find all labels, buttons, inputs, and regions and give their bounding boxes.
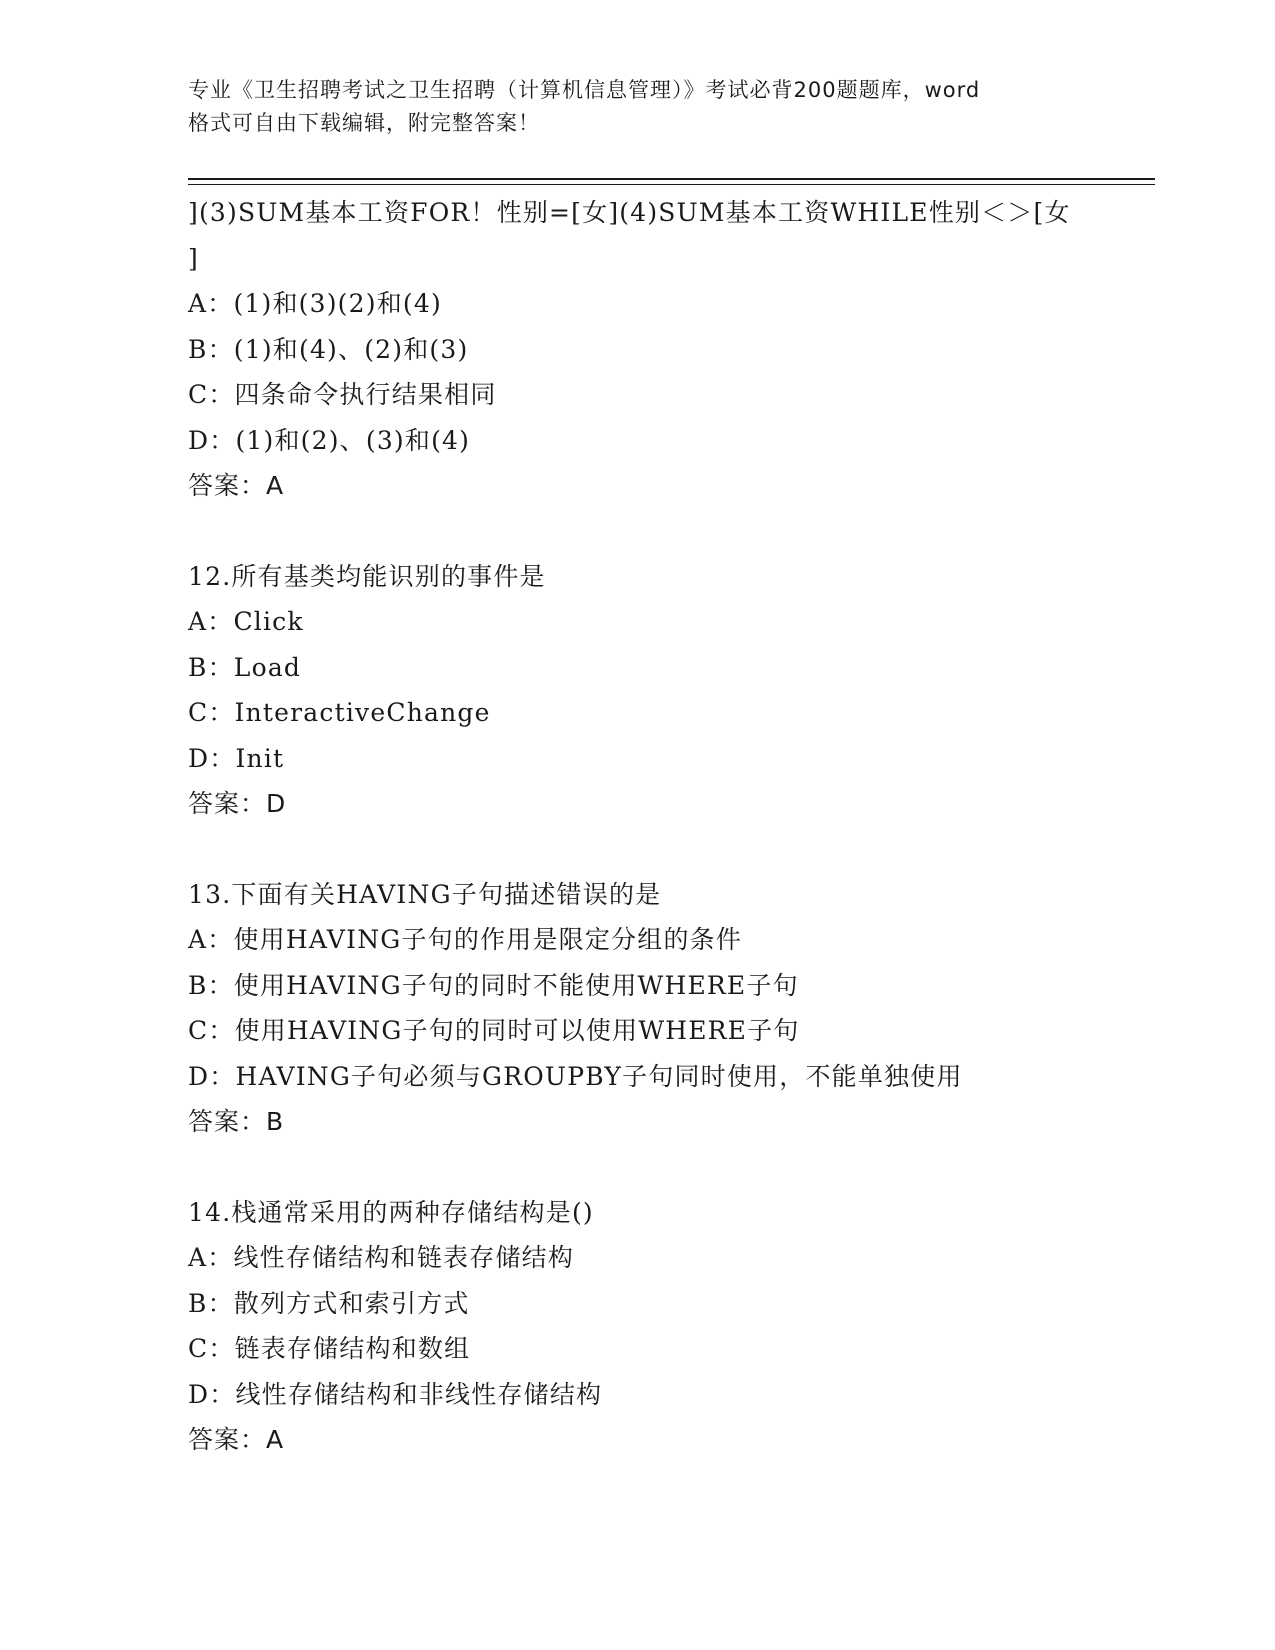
option-c: C：InteractiveChange <box>188 698 491 727</box>
option-b: B：使用HAVING子句的同时不能使用WHERE子句 <box>188 970 799 1000</box>
option-a: A：(1)和(3)(2)和(4) <box>188 289 442 318</box>
question-stem: 14.栈通常采用的两种存储结构是() <box>188 1197 594 1227</box>
spacer <box>188 509 1128 554</box>
answer: 答案：A <box>188 471 285 500</box>
option-a: A：Click <box>188 607 304 636</box>
option-c: C：使用HAVING子句的同时可以使用WHERE子句 <box>188 1016 800 1045</box>
option-d: D：线性存储结构和非线性存储结构 <box>188 1379 603 1409</box>
option-a: A：线性存储结构和链表存储结构 <box>188 1243 575 1272</box>
header-line-1: 专业《卫生招聘考试之卫生招聘（计算机信息管理）》考试必背200题题库，word <box>188 78 981 102</box>
spacer <box>188 1145 1128 1190</box>
spacer <box>188 827 1128 872</box>
option-d: D：Init <box>188 743 285 773</box>
question-13 <box>188 872 1128 1145</box>
answer: 答案：D <box>188 789 287 818</box>
option-b: B：(1)和(4)、(2)和(3) <box>188 334 469 364</box>
option-c: C：链表存储结构和数组 <box>188 1334 471 1363</box>
header-divider-thin <box>188 184 1155 185</box>
option-a: A：使用HAVING子句的作用是限定分组的条件 <box>188 925 743 954</box>
header-divider-thick <box>188 178 1155 180</box>
question-11 <box>188 190 1128 509</box>
option-d: D：HAVING子句必须与GROUPBY子句同时使用，不能单独使用 <box>188 1061 963 1091</box>
header-line-2: 格式可自由下载编辑，附完整答案！ <box>188 111 540 135</box>
question-list <box>188 190 1128 1463</box>
option-c: C：四条命令执行结果相同 <box>188 380 497 409</box>
option-d: D：(1)和(2)、(3)和(4) <box>188 425 471 455</box>
question-stem: 12.所有基类均能识别的事件是 <box>188 561 546 591</box>
option-b: B：散列方式和索引方式 <box>188 1288 470 1318</box>
question-stem: 13.下面有关HAVING子句描述错误的是 <box>188 879 662 909</box>
question-stem: ](3)SUM基本工资FOR！性别=[女](4)SUM基本工资WHILE性别＜＞[女 <box>188 198 1071 227</box>
question-14 <box>188 1190 1128 1463</box>
question-12 <box>188 554 1128 827</box>
answer: 答案：A <box>188 1425 285 1454</box>
document-header <box>188 74 1088 140</box>
question-stem-continued: ] <box>188 243 199 273</box>
option-b: B：Load <box>188 652 302 682</box>
answer: 答案：B <box>188 1107 285 1136</box>
